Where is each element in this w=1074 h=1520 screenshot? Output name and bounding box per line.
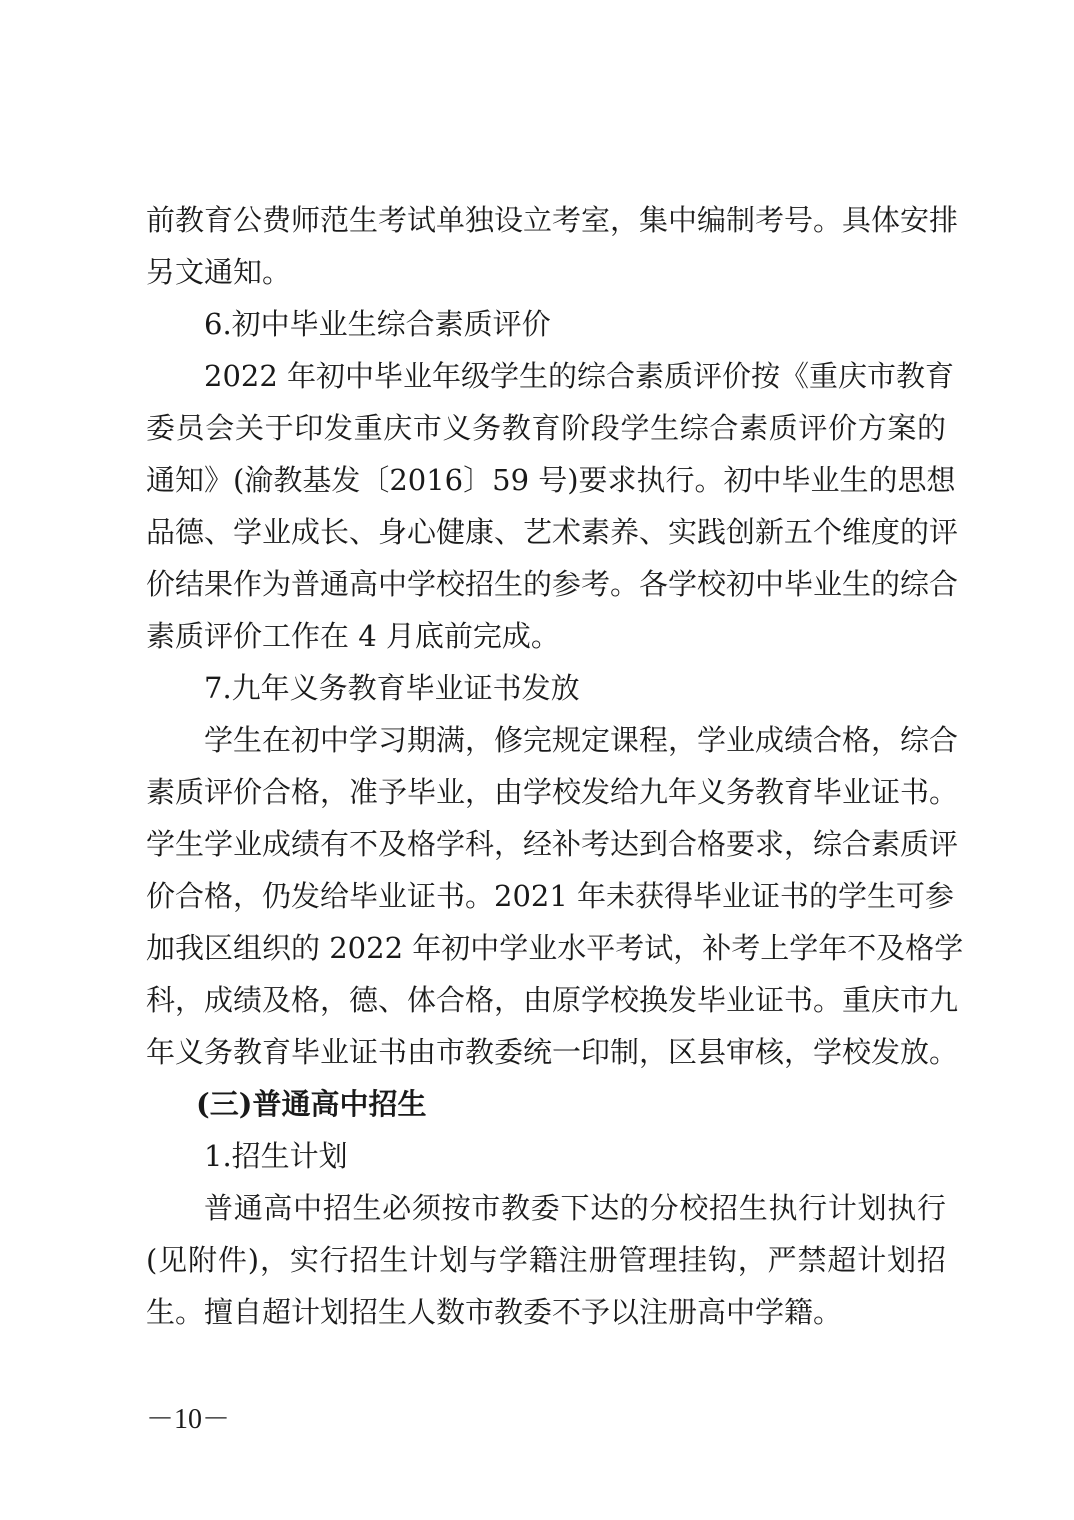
body-text-line: 价结果作为普通高中学校招生的参考。各学校初中毕业生的综合 [146,567,959,601]
section-heading: 6.初中毕业生综合素质评价 [204,307,551,341]
body-text-line: 普通高中招生必须按市教委下达的分校招生执行计划执行 [204,1191,946,1225]
body-text-line: 价合格，仍发给毕业证书。2021 年未获得毕业证书的学生可参 [146,879,955,913]
body-text-line: 前教育公费师范生考试单独设立考室，集中编制考号。具体安排 [146,203,959,237]
subsection-heading: 1.招生计划 [204,1139,348,1173]
body-text-line: 素质评价合格，准予毕业，由学校发给九年义务教育毕业证书。 [146,775,959,809]
section-heading: 7.九年义务教育毕业证书发放 [204,671,580,705]
body-text-line: (见附件)，实行招生计划与学籍注册管理挂钩，严禁超计划招 [146,1243,946,1277]
body-text-line: 通知》(渝教基发〔2016〕59 号)要求执行。初中毕业生的思想 [146,463,956,497]
body-text-line: 科，成绩及格，德、体合格，由原学校换发毕业证书。重庆市九 [146,983,959,1017]
body-text-line: 学生在初中学习期满，修完规定课程，学业成绩合格，综合 [204,723,959,757]
body-text-line: 年义务教育毕业证书由市教委统一印制，区县审核，学校发放。 [146,1035,959,1069]
body-text-line: 2022 年初中毕业年级学生的综合素质评价按《重庆市教育 [204,359,955,393]
page-number: －10－ [146,1404,231,1435]
body-text-line: 素质评价工作在 4 月底前完成。 [146,619,560,653]
body-text-line: 学生学业成绩有不及格学科，经补考达到合格要求，综合素质评 [146,827,959,861]
body-text-line: 生。擅自超计划招生人数市教委不予以注册高中学籍。 [146,1295,843,1329]
body-text-line: 另文通知。 [146,255,292,289]
body-text-line: 品德、学业成长、身心健康、艺术素养、实践创新五个维度的评 [146,515,959,549]
section-heading-bold: (三)普通高中招生 [196,1087,427,1121]
body-text-line: 加我区组织的 2022 年初中学业水平考试，补考上学年不及格学 [146,931,964,965]
body-text-line: 委员会关于印发重庆市义务教育阶段学生综合素质评价方案的 [146,411,946,445]
